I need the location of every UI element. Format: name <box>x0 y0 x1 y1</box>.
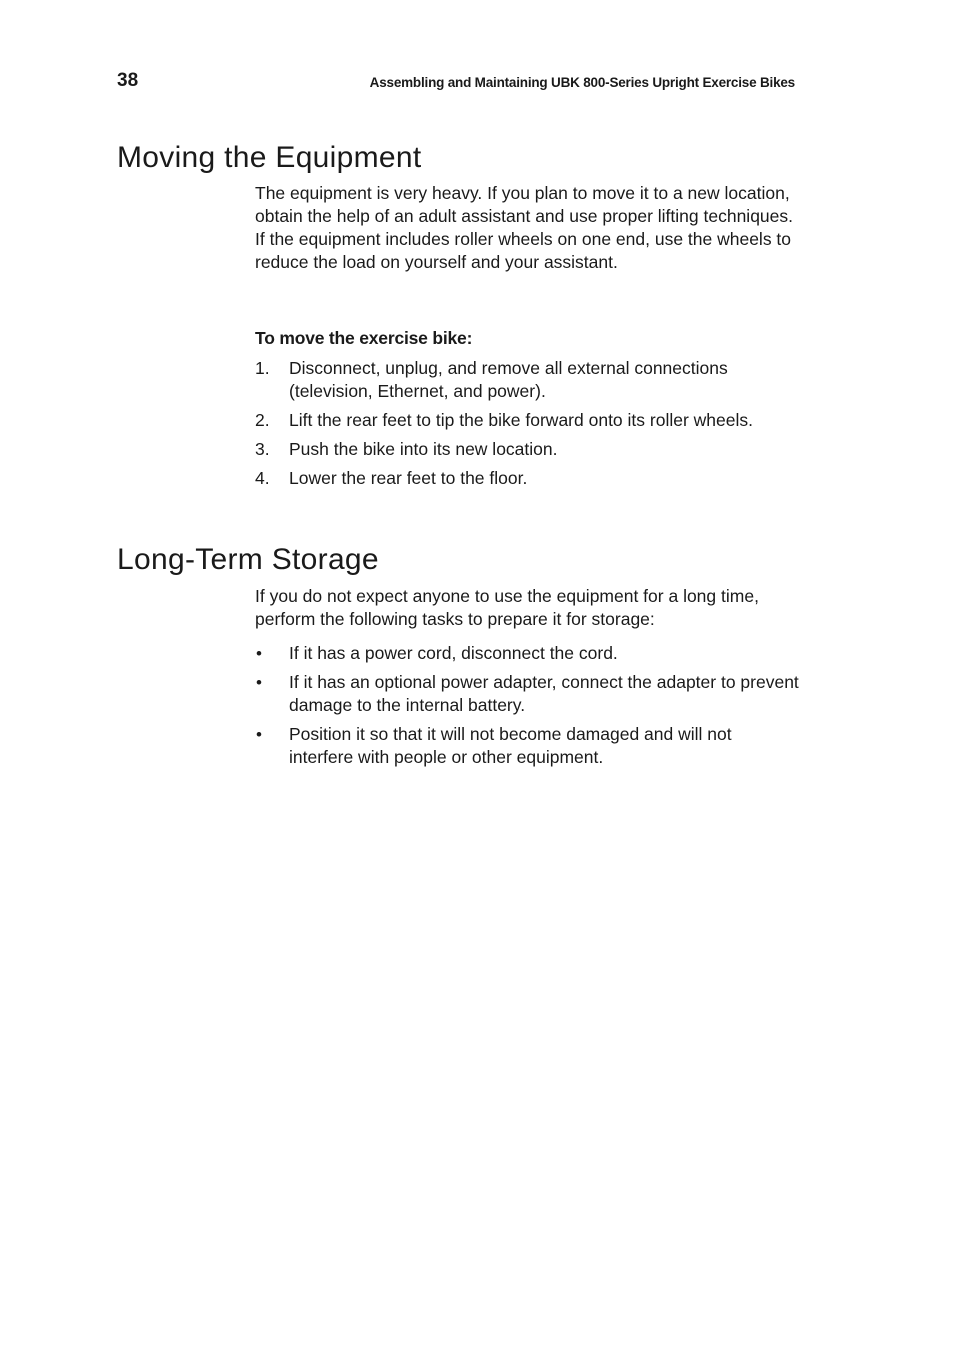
section-heading-moving: Moving the Equipment <box>117 141 422 174</box>
moving-intro-text: The equipment is very heavy. If you plan to move it to a new location, obtain the help of an adult assistant and use proper lifting techniques. If the equipment includes roller wheels on one end, use the wheels to reduce the load on yourself and your assistant. <box>255 183 794 272</box>
storage-tasks-list <box>255 642 800 775</box>
moving-intro-paragraph <box>255 182 800 274</box>
list-item <box>255 642 800 665</box>
step-number: 4. <box>255 468 270 488</box>
running-header: Assembling and Maintaining UBK 800-Series Upright Exercise Bikes <box>369 75 795 90</box>
bullet-marker: • <box>256 725 262 744</box>
step-text: Disconnect, unplug, and remove all external connections (television, Ethernet, and power). <box>289 358 728 401</box>
list-item <box>255 467 800 490</box>
bullet-text: Position it so that it will not become damaged and will not interfere with people or other equipment. <box>289 724 732 767</box>
list-item <box>255 438 800 461</box>
list-item <box>255 723 800 769</box>
step-number: 2. <box>255 410 270 430</box>
bullet-marker: • <box>256 673 262 692</box>
bullet-text: If it has a power cord, disconnect the cord. <box>289 643 618 663</box>
step-text: Push the bike into its new location. <box>289 439 558 459</box>
list-item <box>255 409 800 432</box>
bullet-marker: • <box>256 644 262 663</box>
storage-intro-paragraph <box>255 585 800 631</box>
storage-intro-text: If you do not expect anyone to use the equipment for a long time, perform the following tasks to prepare it for storage: <box>255 586 759 629</box>
page-number: 38 <box>117 70 139 91</box>
step-number: 1. <box>255 358 270 378</box>
moving-steps-list <box>255 357 800 496</box>
section-heading-storage: Long-Term Storage <box>117 543 379 576</box>
step-number: 3. <box>255 439 270 459</box>
procedure-title: To move the exercise bike: <box>255 328 473 348</box>
list-item <box>255 357 800 403</box>
bullet-text: If it has an optional power adapter, connect the adapter to prevent damage to the internal battery. <box>289 672 799 715</box>
step-text: Lift the rear feet to tip the bike forward onto its roller wheels. <box>289 410 753 430</box>
list-item <box>255 671 800 717</box>
step-text: Lower the rear feet to the floor. <box>289 468 528 488</box>
